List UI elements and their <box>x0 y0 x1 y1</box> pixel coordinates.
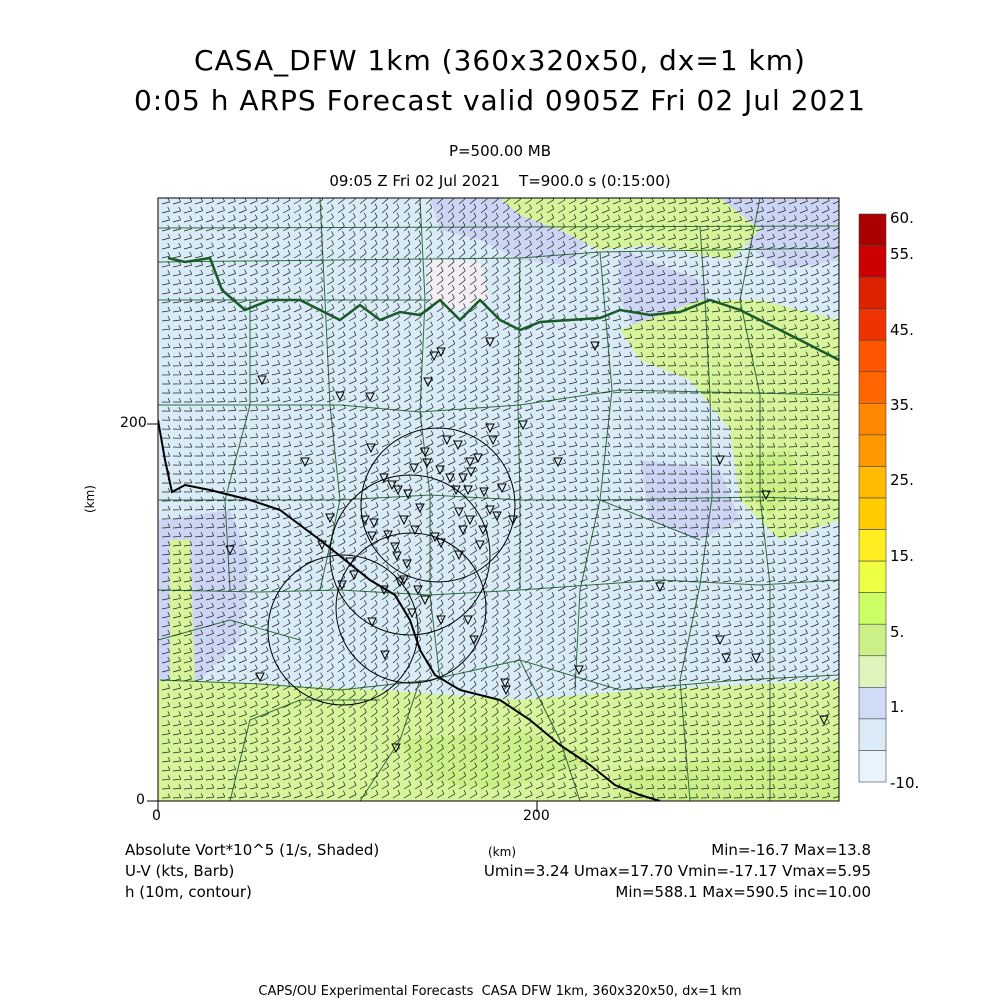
x-tick-200: 200 <box>523 808 550 824</box>
pressure-level: P=500.00 MB <box>448 142 552 160</box>
y-axis-label: (km) <box>83 484 98 514</box>
colorbar-swatch <box>859 530 886 562</box>
colorbar-swatch <box>859 435 886 467</box>
colorbar-label-1: 1. <box>890 698 905 716</box>
legend-field-height: h (10m, contour) <box>125 883 252 901</box>
legend-stats-vorticity: Min=-16.7 Max=13.8 <box>711 841 871 859</box>
colorbar-swatch <box>859 498 886 530</box>
colorbar-label-15: 15. <box>890 547 914 565</box>
colorbar-swatch <box>859 624 886 656</box>
legend-stats-height: Min=588.1 Max=590.5 inc=10.00 <box>615 883 871 901</box>
colorbar-swatch <box>859 719 886 751</box>
title-line-1: CASA_DFW 1km (360x320x50, dx=1 km) <box>194 44 806 77</box>
valid-time: 09:05 Z Fri 02 Jul 2021 T=900.0 s (0:15:00) <box>329 172 671 190</box>
colorbar-swatch <box>859 277 886 309</box>
colorbar-swatch <box>859 372 886 404</box>
colorbar-swatch <box>859 214 886 246</box>
colorbar-swatch <box>859 466 886 498</box>
x-tick-0: 0 <box>152 808 161 824</box>
y-tick-200: 200 <box>120 415 147 431</box>
colorbar-label-5: 5. <box>890 623 905 641</box>
y-tick-0: 0 <box>136 792 145 808</box>
colorbar-label-35: 35. <box>890 396 914 414</box>
colorbar-swatch <box>859 403 886 435</box>
colorbar-label-60: 60. <box>890 209 914 227</box>
colorbar-swatch <box>859 561 886 593</box>
legend-field-wind: U-V (kts, Barb) <box>125 862 235 880</box>
colorbar-swatch <box>859 593 886 625</box>
colorbar <box>859 214 886 782</box>
colorbar-label-55: 55. <box>890 245 914 263</box>
legend-stats-wind: Umin=3.24 Umax=17.70 Vmin=-17.17 Vmax=5.95 <box>483 862 871 880</box>
legend-field-vorticity: Absolute Vort*10^5 (1/s, Shaded) <box>125 841 380 859</box>
title-line-2: 0:05 h ARPS Forecast valid 0905Z Fri 02 Jul 2021 <box>133 84 866 117</box>
x-axis-label: (km) <box>488 845 517 859</box>
footer-credit: CAPS/OU Experimental Forecasts CASA DFW 1km, 360x320x50, dx=1 km <box>258 984 742 999</box>
colorbar-swatch <box>859 656 886 688</box>
colorbar-label-45: 45. <box>890 321 914 339</box>
colorbar-label-25: 25. <box>890 471 914 489</box>
colorbar-swatch <box>859 246 886 278</box>
colorbar-swatch <box>859 309 886 341</box>
colorbar-swatch <box>859 340 886 372</box>
colorbar-swatch <box>859 687 886 719</box>
colorbar-swatch <box>859 750 886 782</box>
colorbar-label-minus10: -10. <box>890 774 920 792</box>
